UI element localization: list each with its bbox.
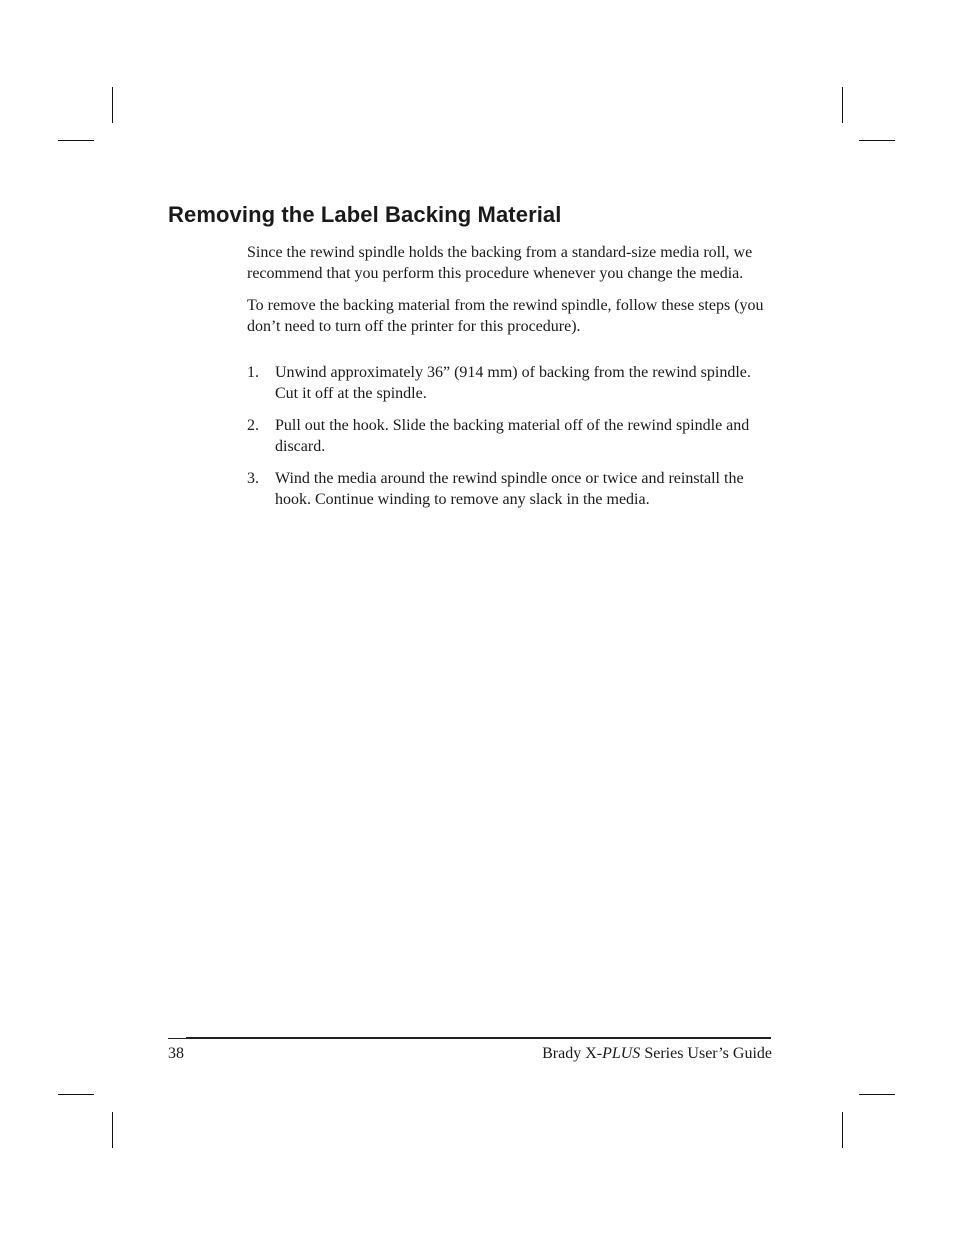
list-item bbox=[247, 468, 777, 510]
guide-title-italic: PLUS bbox=[602, 1045, 641, 1062]
list-item bbox=[247, 415, 777, 457]
footer-rule-left bbox=[168, 1038, 186, 1039]
step-text: Pull out the hook. Slide the backing material off of the rewind spindle and discard. bbox=[275, 417, 750, 455]
step-text: Wind the media around the rewind spindle once or twice and reinstall the hook. Continue winding to remove any slack in the media. bbox=[275, 470, 744, 508]
crop-mark bbox=[58, 1094, 94, 1095]
step-number: 2. bbox=[247, 417, 259, 434]
list-item bbox=[247, 362, 777, 404]
step-text: Unwind approximately 36” (914 mm) of backing from the rewind spindle. Cut it off at the spindle. bbox=[275, 364, 751, 402]
guide-title-prefix: Brady X- bbox=[542, 1045, 603, 1062]
footer-rule bbox=[186, 1037, 771, 1039]
running-footer bbox=[542, 1045, 772, 1063]
guide-title-suffix: Series User’s Guide bbox=[640, 1045, 772, 1062]
instruction-paragraph: To remove the backing material from the rewind spindle, follow these steps (you don’t need to turn off the printer for this procedure). bbox=[247, 297, 764, 335]
crop-mark bbox=[58, 140, 94, 141]
section-heading: Removing the Label Backing Material bbox=[168, 202, 562, 227]
steps-list bbox=[247, 362, 777, 510]
crop-mark bbox=[112, 87, 113, 123]
step-number: 3. bbox=[247, 470, 259, 487]
intro-paragraph: Since the rewind spindle holds the backing from a standard-size media roll, we recommend that you perform this procedure whenever you change the media. bbox=[247, 244, 753, 282]
crop-mark bbox=[859, 1094, 895, 1095]
crop-mark bbox=[112, 1112, 113, 1148]
crop-mark bbox=[842, 1112, 843, 1148]
page-number: 38 bbox=[168, 1045, 184, 1062]
step-number: 1. bbox=[247, 364, 259, 381]
crop-mark bbox=[859, 140, 895, 141]
crop-mark bbox=[842, 87, 843, 123]
section-body bbox=[247, 242, 777, 521]
